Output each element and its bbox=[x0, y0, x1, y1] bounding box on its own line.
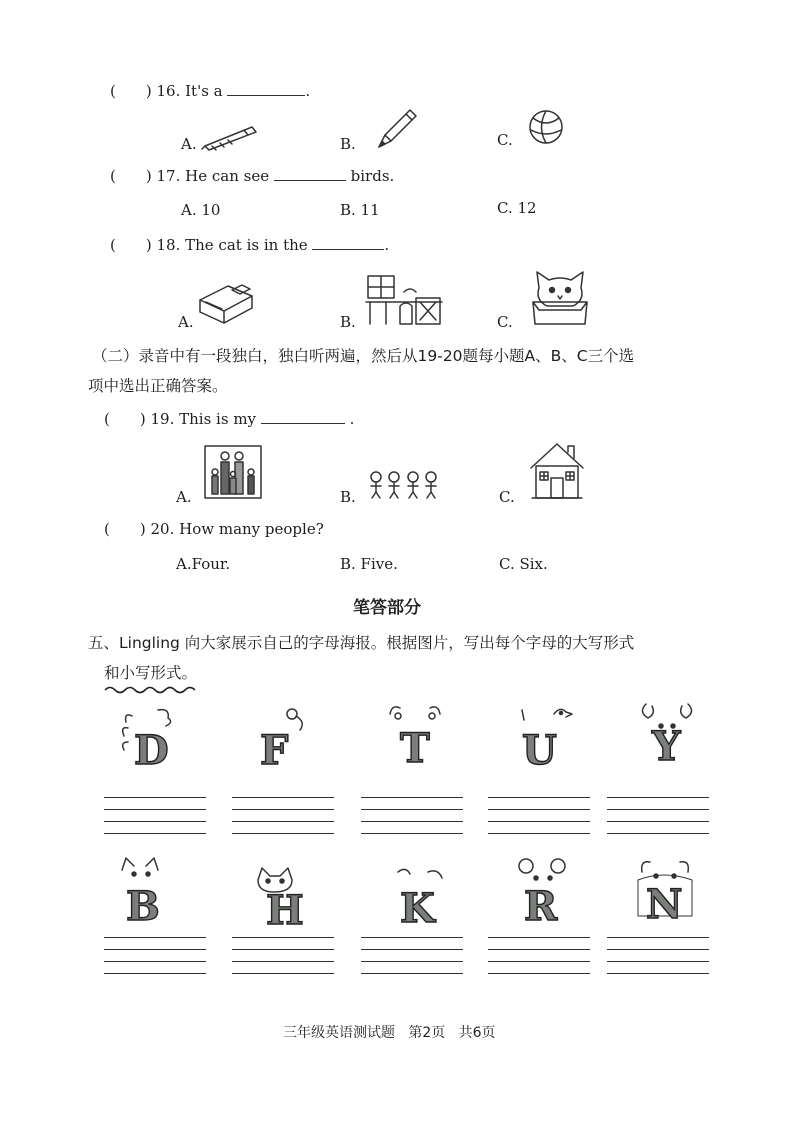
wavy-underline bbox=[104, 684, 196, 694]
question-stem: 18. The cat is in the bbox=[156, 236, 308, 254]
option-label: C. bbox=[497, 313, 513, 331]
option-a[interactable]: A. 10 bbox=[181, 201, 221, 219]
answer-paren-close: ) bbox=[139, 410, 146, 428]
question-stem-end: . bbox=[305, 82, 311, 100]
writing-lines[interactable] bbox=[104, 797, 206, 845]
letter-n: N bbox=[646, 881, 683, 928]
writing-lines[interactable] bbox=[361, 937, 463, 985]
answer-paren-open: ( bbox=[110, 167, 116, 185]
question-stem: 20. How many people? bbox=[150, 520, 324, 538]
option-b[interactable] bbox=[340, 488, 356, 506]
option-label: B. bbox=[340, 135, 356, 153]
option-a[interactable] bbox=[178, 313, 194, 331]
option-a[interactable] bbox=[181, 135, 197, 153]
option-label: C. bbox=[497, 131, 513, 149]
option-b[interactable]: B. Five. bbox=[340, 555, 398, 573]
writing-lines[interactable] bbox=[104, 937, 206, 985]
letter-y: Y bbox=[652, 723, 681, 770]
answer-paren-close: ) bbox=[145, 82, 152, 100]
writing-lines[interactable] bbox=[488, 797, 590, 845]
letter-b: B bbox=[126, 883, 160, 930]
letter-f: F bbox=[260, 727, 289, 774]
writing-lines[interactable] bbox=[232, 797, 334, 845]
writing-lines[interactable] bbox=[607, 797, 709, 845]
writing-lines[interactable] bbox=[488, 937, 590, 985]
answer-paren-open: ( bbox=[104, 520, 110, 538]
answer-paren-close: ) bbox=[139, 520, 146, 538]
question-stem: 19. This is my bbox=[150, 410, 257, 428]
option-label: C. bbox=[499, 488, 515, 506]
option-b[interactable] bbox=[340, 313, 356, 331]
option-b[interactable]: B. 11 bbox=[340, 201, 380, 219]
answer-blank[interactable] bbox=[227, 95, 305, 96]
option-c[interactable] bbox=[497, 131, 513, 149]
letter-poster-d bbox=[118, 704, 180, 774]
letter-poster-r bbox=[512, 856, 574, 930]
friends-icon bbox=[368, 470, 440, 500]
house-icon bbox=[528, 440, 586, 502]
section-5-instruction-line2: 和小写形式。 bbox=[104, 664, 198, 682]
letter-poster-y bbox=[636, 696, 698, 768]
writing-lines[interactable] bbox=[232, 937, 334, 985]
option-c[interactable]: C. Six. bbox=[499, 555, 548, 573]
option-b[interactable] bbox=[340, 135, 356, 153]
answer-paren-open: ( bbox=[104, 410, 110, 428]
letter-u: U bbox=[522, 727, 557, 774]
room-icon bbox=[364, 272, 444, 326]
option-label: A. bbox=[181, 135, 197, 153]
section-5-instruction-line1: 五、Lingling 向大家展示自己的字母海报。根据图片，写出每个字母的大写形式 bbox=[88, 634, 635, 652]
letter-poster-b bbox=[112, 856, 174, 930]
letter-poster-f bbox=[252, 704, 314, 774]
page-footer: 三年级英语测试题 第2页 共6页 bbox=[283, 1025, 496, 1041]
option-c[interactable] bbox=[497, 313, 513, 331]
cat-in-box-icon bbox=[527, 266, 593, 326]
option-c[interactable] bbox=[499, 488, 515, 506]
question-17 bbox=[110, 167, 394, 185]
question-stem: 17. He can see bbox=[156, 167, 270, 185]
question-18 bbox=[110, 236, 389, 254]
answer-blank[interactable] bbox=[261, 423, 345, 424]
writing-lines[interactable] bbox=[361, 797, 463, 845]
letter-poster-u bbox=[514, 702, 576, 774]
section-2-instruction-line2: 项中选出正确答案。 bbox=[88, 377, 228, 395]
option-label: B. bbox=[340, 313, 356, 331]
letter-k: K bbox=[400, 885, 435, 932]
section-2-instruction-line1: （二）录音中有一段独白，独白听两遍，然后从19-20题每小题A、B、C三个选 bbox=[92, 347, 635, 365]
question-20 bbox=[104, 520, 324, 538]
question-16 bbox=[110, 82, 310, 100]
answer-paren-open: ( bbox=[110, 82, 116, 100]
answer-paren-close: ) bbox=[145, 167, 152, 185]
written-part-title: 笔答部分 bbox=[353, 598, 421, 618]
letter-r: R bbox=[524, 883, 558, 930]
option-a[interactable]: A.Four. bbox=[176, 555, 231, 573]
bed-icon bbox=[196, 278, 256, 324]
question-19 bbox=[104, 410, 354, 428]
option-a[interactable] bbox=[176, 488, 192, 506]
letter-poster-h bbox=[252, 866, 314, 934]
letter-d: D bbox=[134, 727, 169, 774]
option-c[interactable]: C. 12 bbox=[497, 199, 537, 217]
ball-icon bbox=[527, 108, 565, 146]
option-label: A. bbox=[176, 488, 192, 506]
answer-paren-open: ( bbox=[110, 236, 116, 254]
writing-lines[interactable] bbox=[607, 937, 709, 985]
family-photo-icon bbox=[203, 444, 263, 500]
option-label: A. bbox=[178, 313, 194, 331]
answer-paren-close: ) bbox=[145, 236, 152, 254]
question-stem-end: birds. bbox=[350, 167, 395, 185]
option-label: B. bbox=[340, 488, 356, 506]
pen-icon bbox=[200, 118, 260, 152]
letter-poster-k bbox=[388, 862, 450, 930]
question-stem-end: . bbox=[349, 410, 355, 428]
letter-t: T bbox=[400, 725, 430, 772]
question-stem-end: . bbox=[384, 236, 390, 254]
answer-blank[interactable] bbox=[274, 180, 346, 181]
letter-poster-n bbox=[634, 856, 696, 926]
letter-h: H bbox=[266, 887, 304, 934]
pencil-icon bbox=[375, 106, 420, 151]
answer-blank[interactable] bbox=[312, 249, 384, 250]
letter-poster-t bbox=[384, 700, 446, 770]
question-stem: 16. It's a bbox=[156, 82, 223, 100]
